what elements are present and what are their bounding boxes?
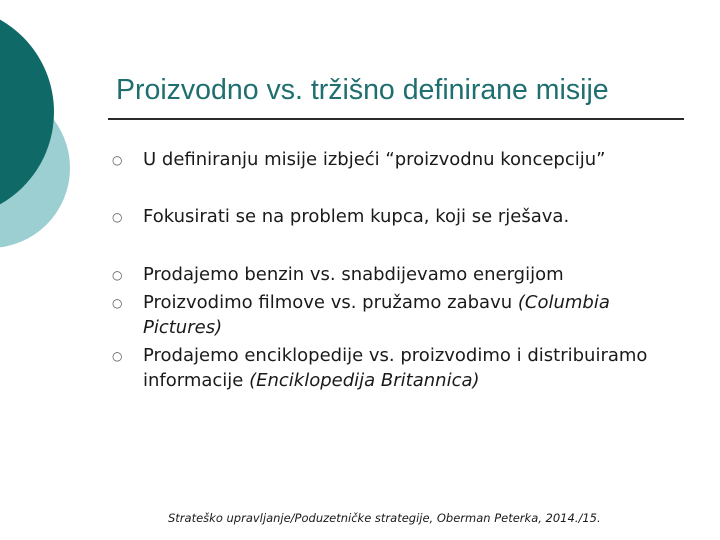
bullet-item [112,263,672,288]
bullet-text: Prodajemo enciklopedije vs. proizvodimo i distribuiramo informacije [143,345,648,391]
bullet-item [112,291,672,340]
bullet-item [112,344,672,393]
bullet-circle-icon: ○ [112,153,123,167]
bullet-text: Proizvodimo filmove vs. pružamo zabavu [143,292,518,313]
bullet-circle-icon: ○ [112,268,123,282]
bullet-italic-source: (Columbia Pictures) [143,292,610,338]
bullet-circle-icon: ○ [112,296,123,310]
title-divider [108,118,684,120]
bullet-text: Prodajemo benzin vs. snabdijevamo energijom [143,264,564,285]
bullet-text: Fokusirati se na problem kupca, koji se rješava. [143,206,570,227]
bullet-text: U definiranju misije izbjeći “proizvodnu koncepciju” [143,149,606,170]
slide-footer: Strateško upravljanje/Poduzetničke strategije, Oberman Peterka, 2014./15. [168,511,601,525]
bullet-item [112,148,672,173]
bullet-circle-icon: ○ [112,210,123,224]
bullet-item [112,205,672,230]
bullet-italic-source: (Enciklopedija Britannica) [249,369,480,391]
slide-title: Proizvodno vs. tržišno definirane misije [116,74,609,106]
bullet-circle-icon: ○ [112,349,123,363]
